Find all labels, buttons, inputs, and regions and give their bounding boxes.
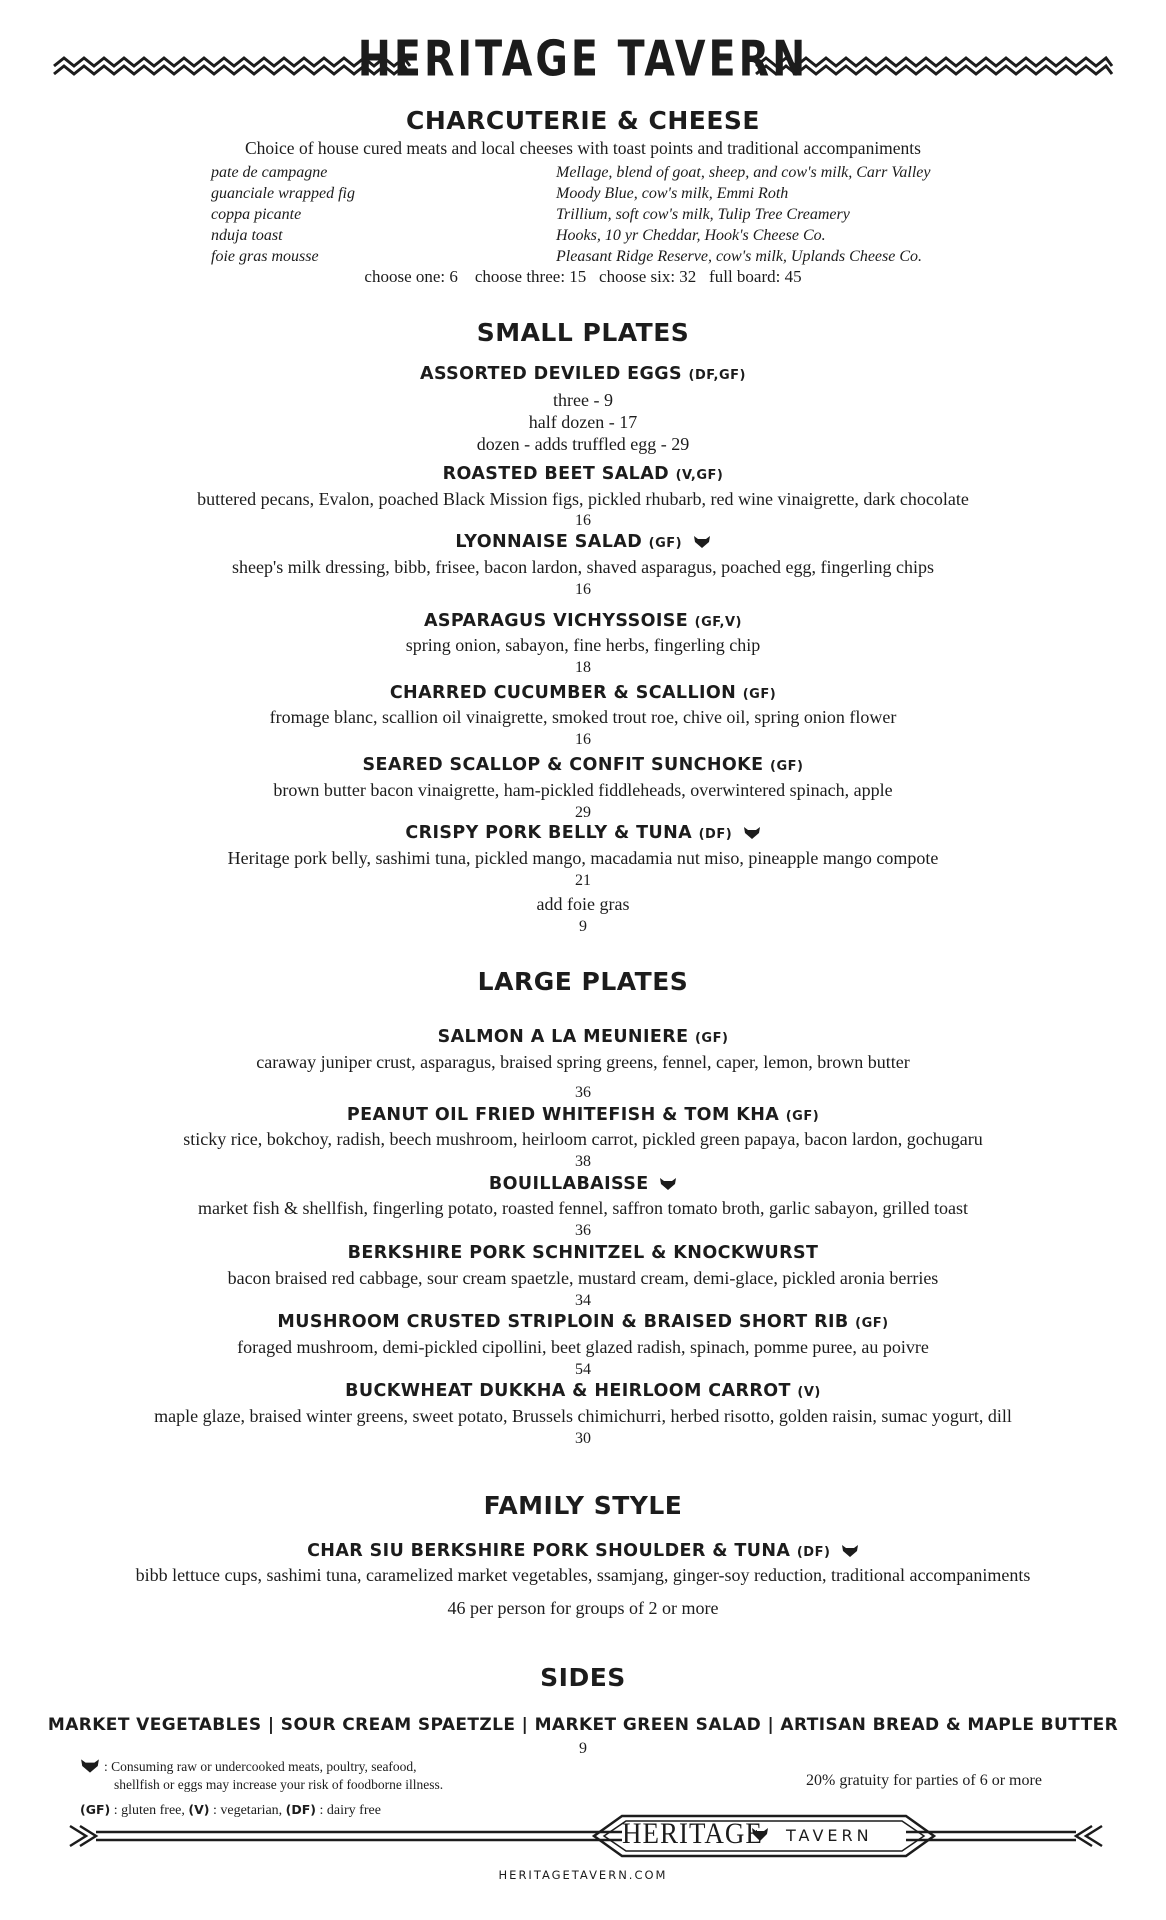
fox-icon: [693, 535, 711, 549]
item-description: bacon braised red cabbage, sour cream spaetzle, mustard cream, demi-glace, pickled aronia berries: [227, 1268, 939, 1288]
legend-df-code: (DF): [285, 1802, 317, 1817]
item-description: sheep's milk dressing, bibb, frisee, bacon lardon, shaved asparagus, poached egg, fingerling chips: [231, 557, 935, 577]
item-description: spring onion, sabayon, fine herbs, fingerling chip: [405, 635, 761, 655]
item-price: 38: [575, 1153, 591, 1170]
item-title: SEARED SCALLOP & CONFIT SUNCHOKE: [362, 755, 764, 775]
addon-price: 9: [579, 918, 587, 935]
item-price: 36: [575, 1084, 591, 1101]
sides-price: 9: [579, 1740, 587, 1757]
item-name: [0, 611, 1166, 631]
item-name: [0, 1312, 1166, 1332]
item-title: BERKSHIRE PORK SCHNITZEL & KNOCKWURST: [347, 1243, 819, 1263]
meat-item: pate de campagne: [211, 164, 328, 181]
diet-tag: (V,GF): [675, 468, 724, 483]
item-name: [0, 755, 1166, 775]
item-line: dozen - adds truffled egg - 29: [476, 434, 690, 454]
item-description: market fish & shellfish, fingerling potato, roasted fennel, saffron tomato broth, garlic sabayon, grilled toast: [198, 1198, 968, 1218]
item-price: 16: [575, 731, 591, 748]
footer-logo-right: TAVERN: [786, 1826, 873, 1845]
item-title: ASSORTED DEVILED EGGS: [420, 364, 683, 384]
item-description: sticky rice, bokchoy, radish, beech mushroom, heirloom carrot, pickled green papaya, bacon lardon, gochugaru: [183, 1129, 983, 1149]
diet-tag: (V): [797, 1385, 821, 1400]
item-title: BOUILLABAISSE: [488, 1174, 649, 1194]
raw-food-warning-cont: shellfish or eggs may increase your risk of foodborne illness.: [114, 1777, 444, 1792]
fox-icon: [659, 1177, 677, 1191]
item-title: PEANUT OIL FRIED WHITEFISH & TOM KHA: [346, 1105, 780, 1125]
footer-logo-banner: [66, 1808, 1106, 1872]
item-price: 34: [575, 1292, 591, 1309]
item-title: MUSHROOM CRUSTED STRIPLOIN & BRAISED SHORT RIB: [277, 1312, 849, 1332]
cheese-item: Hooks, 10 yr Cheddar, Hook's Cheese Co.: [556, 227, 826, 244]
legend-v-code: (V): [188, 1802, 210, 1817]
item-line: half dozen - 17: [528, 412, 638, 432]
item-price: 16: [575, 581, 591, 598]
diet-tag: (GF): [785, 1109, 820, 1124]
item-description: foraged mushroom, demi-pickled cipollini, beet glazed radish, spinach, pomme puree, au poivre: [237, 1337, 929, 1357]
gratuity-note: 20% gratuity for parties of 6 or more: [806, 1772, 1042, 1789]
fox-icon: [841, 1544, 859, 1558]
item-price: 54: [575, 1361, 591, 1378]
item-description: fromage blanc, scallion oil vinaigrette, smoked trout roe, chive oil, spring onion flower: [269, 707, 897, 727]
item-price: 29: [575, 804, 591, 821]
sides-heading: SIDES: [540, 1663, 626, 1692]
website-link[interactable]: HERITAGETAVERN.COM: [498, 1868, 668, 1882]
item-name: [0, 1541, 1166, 1561]
item-title: CHAR SIU BERKSHIRE PORK SHOULDER & TUNA: [307, 1541, 791, 1561]
item-price: 46 per person for groups of 2 or more: [447, 1598, 719, 1618]
item-title: LYONNAISE SALAD: [455, 532, 643, 552]
sides-list: MARKET VEGETABLES | SOUR CREAM SPAETZLE | MARKET GREEN SALAD | ARTISAN BREAD & MAPLE BUTTER: [47, 1715, 1119, 1735]
legend-v-text: : vegetarian,: [209, 1803, 286, 1818]
meat-list: [211, 162, 355, 267]
item-name: [0, 1243, 1166, 1263]
addon-label: add foie gras: [536, 894, 630, 914]
diet-tag: (GF,V): [694, 615, 743, 630]
item-name: [0, 364, 1166, 384]
item-title: ROASTED BEET SALAD: [442, 464, 670, 484]
footer-logo-left: HERITAGE: [622, 1816, 763, 1850]
diet-tag: (GF): [770, 759, 804, 774]
item-description: maple glaze, braised winter greens, sweet potato, Brussels chimichurri, herbed risotto, golden raisin, sumac yogurt, dill: [154, 1406, 1012, 1426]
legend-gf-code: (GF): [80, 1802, 111, 1817]
meat-item: guanciale wrapped fig: [211, 185, 355, 202]
item-name: [0, 1027, 1166, 1047]
item-name: [0, 1174, 1166, 1194]
diet-tag: (GF): [742, 687, 777, 702]
item-description: bibb lettuce cups, sashimi tuna, caramelized market vegetables, ssamjang, ginger-soy reduction, traditional accompaniments: [135, 1565, 1031, 1585]
item-description: buttered pecans, Evalon, poached Black Mission figs, pickled rhubarb, red wine vinaigrette, dark chocolate: [197, 489, 969, 509]
meat-item: coppa picante: [211, 206, 302, 223]
meat-item: foie gras mousse: [211, 248, 319, 265]
small-plates-heading: SMALL PLATES: [476, 318, 690, 347]
item-name: [0, 1381, 1166, 1401]
diet-tag: (DF,GF): [688, 368, 746, 383]
charcuterie-pricing: choose one: 6 choose three: 15 choose six: 32 full board: 45: [364, 267, 802, 286]
item-price: 36: [575, 1222, 591, 1239]
item-price: 30: [575, 1430, 591, 1447]
fox-icon: [743, 826, 761, 840]
raw-food-warning: : Consuming raw or undercooked meats, poultry, seafood,: [104, 1759, 417, 1774]
item-price: 18: [575, 659, 591, 676]
cheese-item: Trillium, soft cow's milk, Tulip Tree Creamery: [556, 206, 850, 223]
item-title: ASPARAGUS VICHYSSOISE: [423, 611, 689, 631]
large-plates-heading: LARGE PLATES: [477, 967, 689, 996]
cheese-item: Pleasant Ridge Reserve, cow's milk, Uplands Cheese Co.: [556, 248, 923, 265]
item-name: [0, 683, 1166, 703]
charcuterie-heading: CHARCUTERIE & CHEESE: [406, 106, 760, 135]
item-price: 16: [575, 512, 591, 529]
item-title: SALMON A LA MEUNIERE: [437, 1027, 689, 1047]
legend-gf-text: : gluten free,: [110, 1803, 189, 1818]
cheese-item: Mellage, blend of goat, sheep, and cow's milk, Carr Valley: [556, 164, 931, 181]
fox-icon: [80, 1758, 100, 1774]
legend-df-text: : dairy free: [316, 1803, 381, 1818]
item-description: brown butter bacon vinaigrette, ham-pickled fiddleheads, overwintered spinach, apple: [273, 780, 893, 800]
diet-tag: (DF): [698, 827, 733, 842]
item-line: three - 9: [553, 390, 613, 410]
diet-tag: (GF): [855, 1316, 889, 1331]
cheese-list: [556, 162, 930, 267]
item-price: 21: [575, 872, 591, 889]
item-name: [0, 464, 1166, 484]
diet-tag: (DF): [796, 1545, 831, 1560]
item-name: [0, 532, 1166, 552]
item-description: caraway juniper crust, asparagus, braised spring greens, fennel, caper, lemon, brown butter: [256, 1052, 910, 1072]
item-name: [0, 823, 1166, 843]
diet-tag: (GF): [648, 536, 683, 551]
family-style-heading: FAMILY STYLE: [483, 1491, 683, 1520]
cheese-item: Moody Blue, cow's milk, Emmi Roth: [556, 185, 789, 202]
meat-item: nduja toast: [211, 227, 283, 244]
brand-title: HERITAGE TAVERN: [357, 30, 809, 89]
item-title: CHARRED CUCUMBER & SCALLION: [389, 683, 737, 703]
item-name: [0, 1105, 1166, 1125]
diet-tag: (GF): [694, 1031, 729, 1046]
item-title: CRISPY PORK BELLY & TUNA: [405, 823, 693, 843]
item-description: Heritage pork belly, sashimi tuna, pickled mango, macadamia nut miso, pineapple mango compote: [227, 848, 939, 868]
charcuterie-intro: Choice of house cured meats and local cheeses with toast points and traditional accompaniments: [245, 138, 921, 158]
item-title: BUCKWHEAT DUKKHA & HEIRLOOM CARROT: [345, 1381, 791, 1401]
